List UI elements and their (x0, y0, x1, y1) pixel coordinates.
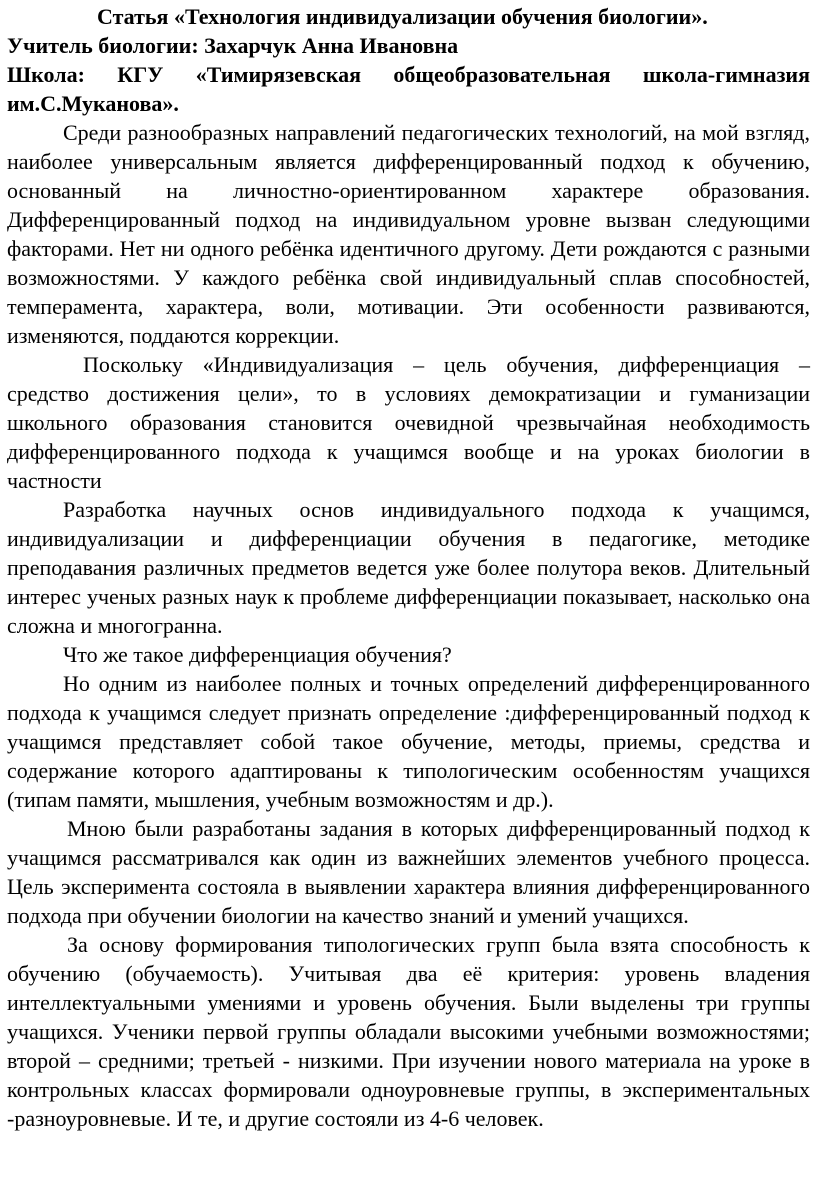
school-line: Школа: КГУ «Тимирязевская общеобразовательная школа-гимназия им.С.Муканова». (7, 62, 810, 116)
paragraph-7: За основу формирования типологических групп была взята способность к обучению (обучаемость). Учитывая два её критерия: уровень владения интеллектуальными умениями и уровень обучения. Были выделены три группы учащихся. Ученики первой группы обладали высокими учебными возможностями; второй – средними; третьей - низкими. При изучении нового материала на уроке в контрольных классах формировали одноуровневые группы, в экспериментальных -разноуровневые. И те, и другие состояли из 4-6 человек. (7, 932, 810, 1131)
paragraph-2: Поскольку «Индивидуализация – цель обучения, дифференциация – средство достижения цели», то в условиях демократизации и гуманизации школьного образования становится очевидной чрезвычайная необходимость дифференцированного подхода к учащимся вообще и на уроках биологии в частности (7, 352, 810, 493)
paragraph-5: Но одним из наиболее полных и точных определений дифференцированного подхода к учащимся следует признать определение :дифференцированный подход к учащимся представляет собой такое обучение, методы, приемы, средства и содержание которого адаптированы к типологическим особенностям учащихся (типам памяти, мышления, учебным возможностям и др.). (7, 671, 810, 812)
teacher-line: Учитель биологии: Захарчук Анна Ивановна (7, 33, 459, 58)
paragraph-3: Разработка научных основ индивидуального подхода к учащимся, индивидуализации и дифференциации обучения в педагогике, методике преподавания различных предметов ведется уже более полутора веков. Длительный интерес ученых разных наук к проблеме дифференциации показывает, насколько она сложна и многогранна. (7, 497, 810, 638)
article-title: Статья «Технология индивидуализации обучения биологии». (97, 4, 708, 29)
paragraph-4: Что же такое дифференциация обучения? (63, 642, 452, 667)
paragraph-6: Мною были разработаны задания в которых дифференцированный подход к учащимся рассматривался как один из важнейших элементов учебного процесса. Цель эксперимента состояла в выявлении характера влияния дифференцированного подхода при обучении биологии на качество знаний и умений учащихся. (7, 816, 810, 928)
paragraph-1: Среди разнообразных направлений педагогических технологий, на мой взгляд, наиболее универсальным является дифференцированный подход к обучению, основанный на личностно-ориентированном характере образования. Дифференцированный подход на индивидуальном уровне вызван следующими факторами. Нет ни одного ребёнка идентичного другому. Дети рождаются с разными возможностями. У каждого ребёнка свой индивидуальный сплав способностей, темперамента, характера, воли, мотивации. Эти особенности развиваются, изменяются, поддаются коррекции. (7, 120, 810, 348)
